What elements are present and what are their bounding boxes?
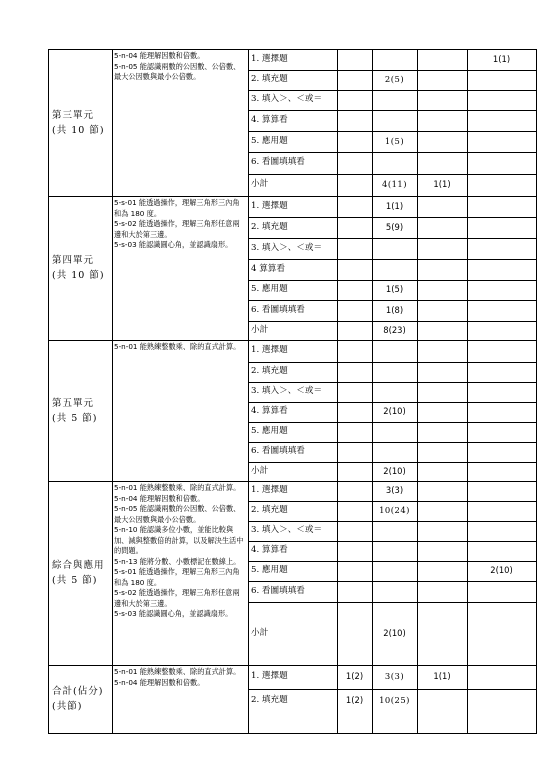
objectives-list <box>114 483 246 620</box>
unit-title: 第四單元 <box>52 255 95 266</box>
objective-item: 5-s-03 能認識圓心角，並認識扇形。 <box>114 240 233 249</box>
score-cell: 1(1) <box>492 53 511 64</box>
score-cell: 1(2) <box>345 694 364 705</box>
column-rule <box>536 481 537 665</box>
score-cell: 2(10) <box>383 627 406 638</box>
score-cell: 10(25) <box>379 694 410 705</box>
objectives-list <box>114 342 246 353</box>
column-rule <box>467 665 468 733</box>
row-rule <box>248 259 537 260</box>
row-rule <box>248 541 537 542</box>
row-rule <box>248 321 537 322</box>
row-rule <box>248 689 537 690</box>
row-rule <box>248 238 537 239</box>
column-rule <box>417 481 418 665</box>
score-cell: 5(9) <box>385 221 404 232</box>
objective-item: 5-s-01 能透過操作，理解三角形三內角和為 180 度。 <box>114 567 240 587</box>
section-top-rule <box>48 196 537 197</box>
objective-item: 5-n-01 能熟練整數乘、除的直式計算。 <box>114 342 241 351</box>
item-label: 6. 看圖填填看 <box>251 446 305 456</box>
column-rule <box>112 340 113 481</box>
row-rule <box>248 602 537 603</box>
column-rule <box>48 196 49 340</box>
objective-item: 5-s-02 能透過操作，理解三角形任意兩邊和大於第三邊。 <box>114 588 240 608</box>
item-label: 3. 填入＞、＜或＝ <box>251 242 323 253</box>
column-rule <box>248 481 249 665</box>
item-label: 1. 選擇題 <box>251 345 288 355</box>
row-rule <box>248 422 537 423</box>
row-rule <box>248 280 537 281</box>
item-label: 小計 <box>251 465 269 476</box>
objective-item: 5-n-05 能認識兩數的公因數、公倍數、最大公因數與最小公倍數。 <box>114 61 241 81</box>
item-label: 小計 <box>251 627 269 638</box>
row-rule <box>248 561 537 562</box>
score-cell: 1(1) <box>433 179 451 189</box>
score-cell: 4(11) <box>381 179 408 189</box>
column-rule <box>248 665 249 733</box>
item-label: 4 算算看 <box>251 263 285 274</box>
column-rule <box>48 481 49 665</box>
item-label: 小計 <box>251 324 269 335</box>
score-cell: 2(10) <box>490 565 513 575</box>
item-label: 1. 選擇題 <box>251 200 288 211</box>
item-label: 1. 選擇題 <box>251 671 288 681</box>
item-label: 2. 填充題 <box>251 694 288 705</box>
row-rule <box>248 90 537 91</box>
column-rule <box>536 665 537 733</box>
column-rule <box>48 49 49 196</box>
objective-item: 5-n-13 能將分數、小數標記在數線上。 <box>114 556 241 566</box>
objectives-list <box>114 667 246 688</box>
score-cell: 1(5) <box>384 135 405 146</box>
score-cell: 3(3) <box>384 671 405 681</box>
objectives-list <box>114 198 246 251</box>
objective-item: 5-n-01 能熟練整數乘、除的直式計算。 <box>114 667 241 676</box>
column-rule <box>112 196 113 340</box>
row-rule <box>248 362 537 363</box>
row-rule <box>248 581 537 582</box>
item-label: 5. 應用題 <box>251 426 288 436</box>
item-label: 4. 算算看 <box>251 545 288 555</box>
item-label: 2. 填充題 <box>251 221 288 232</box>
score-cell: 2(10) <box>383 406 406 416</box>
objective-item: 5-s-03 能認識圓心角，並認識扇形。 <box>114 609 233 618</box>
score-cell: 2(10) <box>383 465 406 476</box>
objective-item: 5-n-04 能理解因數和倍數。 <box>114 51 205 60</box>
item-label: 2. 填充題 <box>251 366 288 376</box>
unit-sessions: (共 10 節) <box>52 270 105 281</box>
item-label: 2. 填充題 <box>251 74 288 84</box>
item-label: 3. 填入＞、＜或＝ <box>251 94 323 104</box>
unit-title: 合計(佔分) <box>52 686 104 697</box>
row-rule <box>248 442 537 443</box>
row-rule <box>248 382 537 383</box>
objective-item: 5-n-01 能熟練整數乘、除的直式計算。 <box>114 483 241 492</box>
item-label: 4. 算算看 <box>251 406 288 416</box>
column-rule <box>112 49 113 196</box>
section-top-rule <box>48 665 537 666</box>
unit-title: 綜合與應用 <box>52 560 105 571</box>
column-rule <box>48 340 49 481</box>
unit-sessions: (共 5 節) <box>52 412 98 424</box>
score-cell: 10(24) <box>379 505 410 515</box>
item-label: 5. 應用題 <box>251 135 288 146</box>
score-cell: 1(8) <box>385 304 404 315</box>
row-rule <box>248 501 537 502</box>
objective-item: 5-n-04 能理解因數和倍數。 <box>114 677 205 687</box>
item-label: 3. 填入＞、＜或＝ <box>251 525 323 535</box>
score-cell: 1(1) <box>385 200 404 211</box>
column-rule <box>337 481 338 665</box>
item-label: 小計 <box>251 179 269 189</box>
objective-item: 5-n-04 能理解因數和倍數。 <box>114 493 205 503</box>
item-label: 6. 看圖填填看 <box>251 585 305 596</box>
item-label: 4. 算算看 <box>251 114 288 125</box>
row-rule <box>248 462 537 463</box>
unit-sessions: (共 10 節) <box>52 124 105 136</box>
score-cell: 1(2) <box>345 671 364 681</box>
column-rule <box>48 665 49 733</box>
row-rule <box>248 521 537 522</box>
section-top-rule <box>48 340 537 341</box>
item-label: 3. 填入＞、＜或＝ <box>251 386 323 396</box>
unit-title: 第五單元 <box>52 397 95 409</box>
row-rule <box>248 300 537 301</box>
table-bottom-rule <box>48 733 537 734</box>
score-cell: 1(1) <box>433 671 451 681</box>
assessment-table <box>48 49 536 768</box>
objective-item: 5-n-10 能認識多位小數，並能比較與加、減與整數倍的計算，以及解決生活中的問題。 <box>114 525 244 555</box>
unit-title: 第三單元 <box>52 109 95 121</box>
section-top-rule <box>48 49 537 50</box>
item-label: 6. 看圖填填看 <box>251 304 305 315</box>
item-label: 2. 填充題 <box>251 505 288 515</box>
objective-item: 5-s-02 能透過操作，理解三角形任意兩邊和大於第三邊。 <box>114 219 240 239</box>
unit-sessions: (共 5 節) <box>52 575 98 586</box>
objective-item: 5-s-01 能透過操作，理解三角形三內角和為 180 度。 <box>114 198 240 218</box>
row-rule <box>248 174 537 175</box>
row-rule <box>248 152 537 153</box>
row-rule <box>248 70 537 71</box>
objectives-list <box>114 51 246 83</box>
score-cell: 8(23) <box>383 324 406 335</box>
row-rule <box>248 131 537 132</box>
score-cell: 2(5) <box>384 74 405 84</box>
score-cell: 1(5) <box>385 284 404 294</box>
column-rule <box>112 481 113 665</box>
objective-item: 5-n-05 能認識兩數的公因數、公倍數、最大公因數與最小公倍數。 <box>114 504 241 524</box>
unit-sessions: (共節) <box>52 701 83 712</box>
item-label: 5. 應用題 <box>251 565 288 575</box>
row-rule <box>248 217 537 218</box>
column-rule <box>112 665 113 733</box>
item-label: 1. 選擇題 <box>251 53 288 64</box>
item-label: 6. 看圖填填看 <box>251 157 305 167</box>
item-label: 5. 應用題 <box>251 284 288 294</box>
score-cell: 3(3) <box>385 485 404 495</box>
row-rule <box>248 110 537 111</box>
item-label: 1. 選擇題 <box>251 485 288 495</box>
section-top-rule <box>48 481 537 482</box>
row-rule <box>248 402 537 403</box>
